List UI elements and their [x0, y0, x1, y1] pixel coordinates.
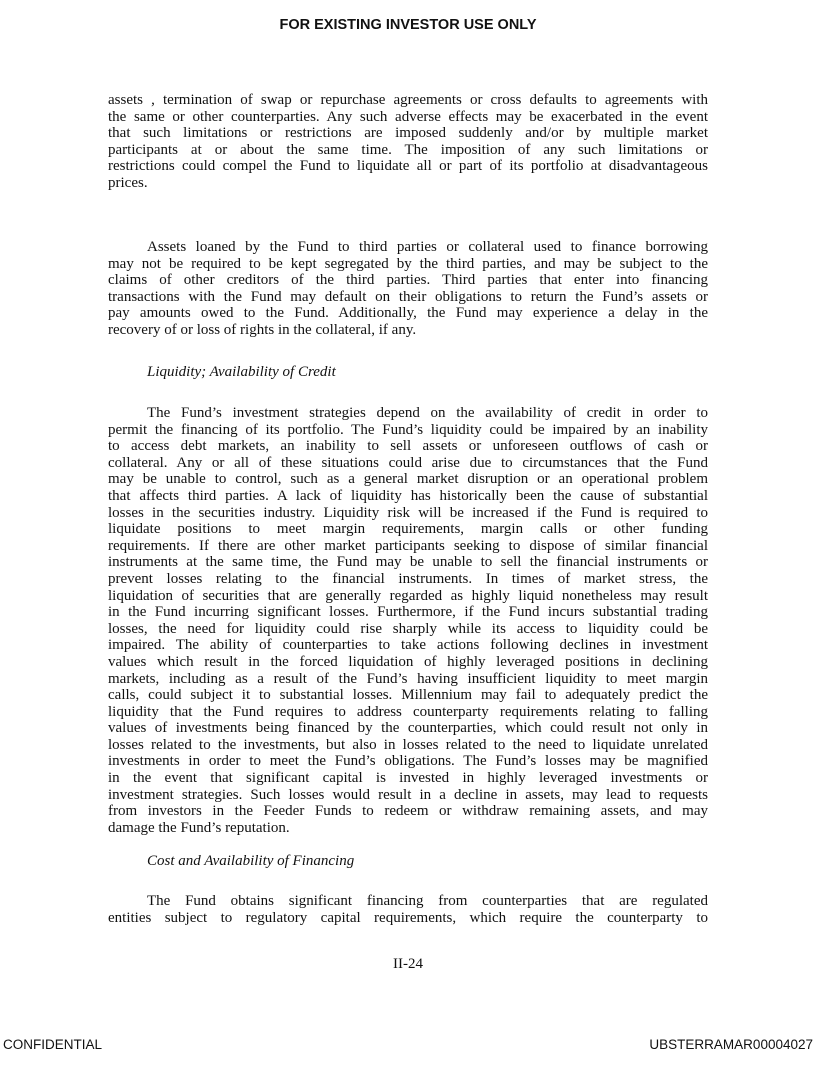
text-line: damage the Fund’s reputation. [108, 819, 290, 836]
section-heading: Cost and Availability of Financing [147, 853, 355, 869]
text-line: instruments at the same time, the Fund may be unable to sell the financial instruments or [108, 554, 708, 571]
text-line: losses in the securities industry. Liquidity risk will be increased if the Fund is required to [108, 504, 708, 521]
text-line: investments in order to meet the Fund’s obligations. The Fund’s losses may be magnified [108, 753, 708, 770]
text-line: investment strategies. Such losses would result in a decline in assets, may lead to requests [108, 786, 708, 803]
text-line: entities subject to regulatory capital requirements, which require the counterparty to [108, 909, 708, 926]
text-line: prices. [108, 174, 148, 191]
text-line: permit the financing of its portfolio. The Fund’s liquidity could be impaired by an inability [108, 421, 708, 438]
footer-bates-number: UBSTERRAMAR00004027 [649, 1037, 813, 1052]
footer-confidential: CONFIDENTIAL [3, 1037, 103, 1052]
paragraph [108, 893, 708, 926]
text-line: losses related to the investments, but also in losses related to the need to liquidate unrelated [108, 736, 708, 753]
text-line: from investors in the Feeder Funds to redeem or withdraw remaining assets, and may [108, 803, 708, 820]
text-line: may be unable to control, such as a general market disruption or an operational problem [108, 471, 708, 488]
text-line: pay amounts owed to the Fund. Additionally, the Fund may experience a delay in the [108, 305, 708, 322]
text-line: may not be required to be kept segregated by the third parties, and may be subject to the [108, 255, 708, 272]
text-line: calls, could subject it to substantial losses. Millennium may fail to adequately predict the [108, 687, 708, 704]
paragraph [108, 405, 708, 836]
text-line: in the Fund incurring significant losses. Furthermore, if the Fund incurs substantial trading [108, 604, 708, 621]
text-line: restrictions could compel the Fund to liquidate all or part of its portfolio at disadvantageous [108, 158, 708, 175]
paragraph [108, 239, 708, 339]
text-line: collateral. Any or all of these situations could arise due to circumstances that the Fund [108, 454, 708, 471]
text-line: Assets loaned by the Fund to third parties or collateral used to finance borrowing [147, 239, 708, 255]
section-heading: Liquidity; Availability of Credit [147, 364, 336, 380]
page-header: FOR EXISTING INVESTOR USE ONLY [279, 17, 537, 33]
text-line: prevent losses relating to the financial instruments. In times of market stress, the [108, 570, 708, 587]
text-line: in the event that significant capital is invested in highly leveraged investments or [108, 770, 708, 787]
text-line: markets, including as a result of the Fund’s having insufficient liquidity to meet margin [108, 670, 708, 687]
text-line: requirements. If there are other market participants seeking to dispose of similar financial [108, 537, 708, 554]
text-line: liquidation of securities that are generally regarded as highly liquid nonetheless may result [108, 587, 708, 604]
text-line: values of investments being financed by the counterparties, which could result not only in [108, 720, 708, 737]
text-line: to access debt markets, an inability to sell assets or unforeseen outflows of cash or [108, 438, 708, 455]
page-number: II-24 [393, 956, 423, 972]
text-line: liquidate positions to meet margin requirements, margin calls or other funding [108, 521, 708, 538]
text-line: the same or other counterparties. Any such adverse effects may be exacerbated in the event [108, 108, 708, 125]
text-line: assets , termination of swap or repurchase agreements or cross defaults to agreements with [108, 92, 708, 108]
text-line: claims of other creditors of the third parties. Third parties that enter into financing [108, 272, 708, 289]
paragraph [108, 92, 708, 192]
text-line: that affects third parties. A lack of liquidity has historically been the cause of substantial [108, 487, 708, 504]
text-line: liquidity that the Fund requires to address counterparty requirements relating to falling [108, 703, 708, 720]
text-line: participants at or about the same time. The imposition of any such limitations or [108, 141, 708, 158]
text-line: losses, the need for liquidity could rise sharply while its access to liquidity could be [108, 620, 708, 637]
text-line: values which result in the forced liquidation of highly leveraged positions in declining [108, 653, 708, 670]
text-line: impaired. The ability of counterparties to take actions following declines in investment [108, 637, 708, 654]
text-line: The Fund’s investment strategies depend on the availability of credit in order to [147, 405, 708, 421]
text-line: transactions with the Fund may default on their obligations to return the Fund’s assets or [108, 288, 708, 305]
text-line: The Fund obtains significant financing from counterparties that are regulated [147, 893, 708, 909]
text-line: that such limitations or restrictions are imposed suddenly and/or by multiple market [108, 125, 708, 142]
text-line: recovery of or loss of rights in the collateral, if any. [108, 321, 417, 338]
